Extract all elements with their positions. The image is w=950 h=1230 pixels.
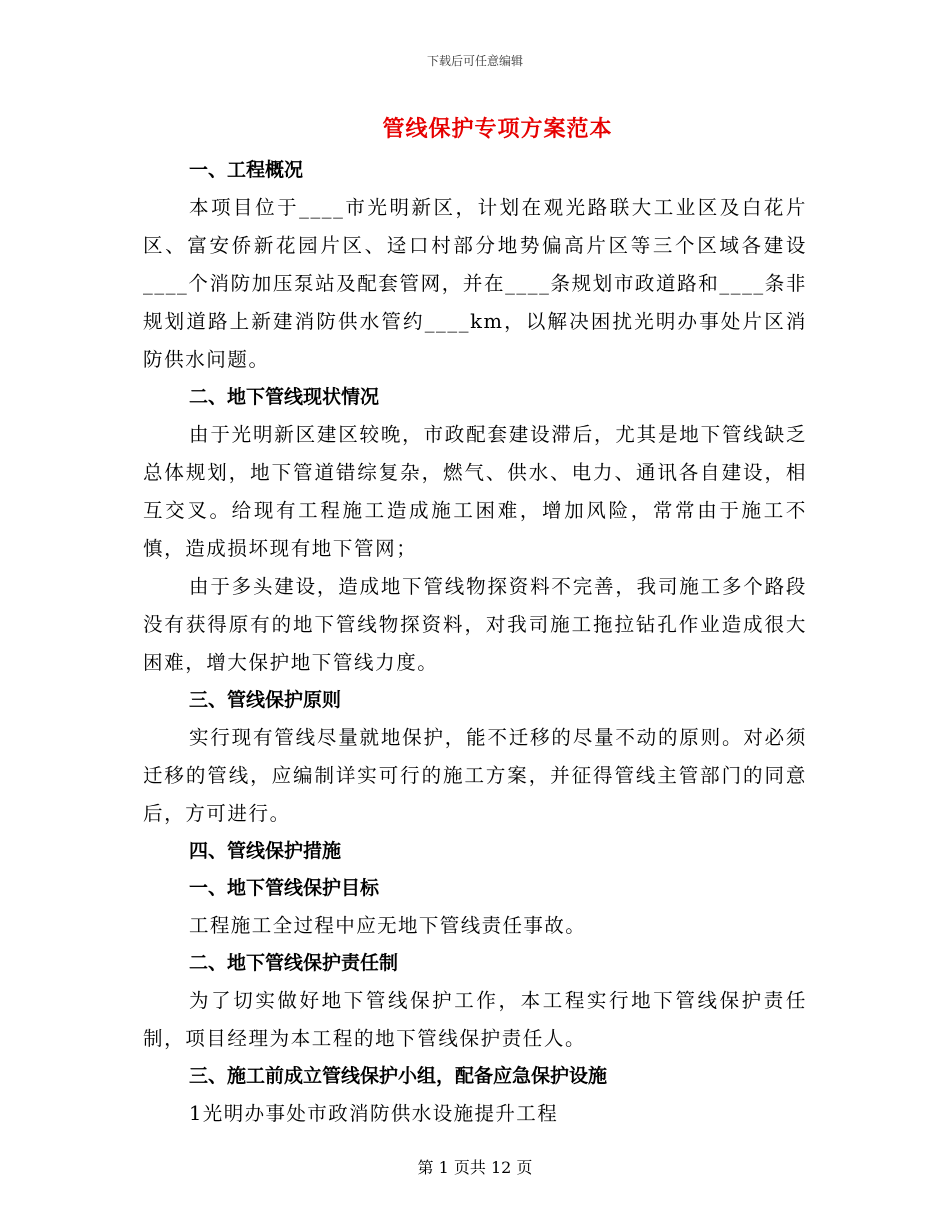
section-heading: 二、地下管线现状情况 <box>189 386 380 408</box>
section-heading: 一、工程概况 <box>189 159 304 181</box>
section-heading: 四、管线保护措施 <box>189 840 342 862</box>
paragraph: 1光明办事处市政消防供水设施提升工程 <box>189 1102 559 1125</box>
document-body <box>143 152 807 1133</box>
subsection-heading: 三、施工前成立管线保护小组，配备应急保护设施 <box>189 1065 608 1087</box>
section-heading: 三、管线保护原则 <box>189 689 342 711</box>
paragraph: 本项目位于____市光明新区，计划在观光路联大工业区及白花片区、富安侨新花园片区、迳口村部分地势偏高片区等三个区域各建设____个消防加压泵站及配套管网，并在____条规划市政道路和____条非规划道路上新建消防供水管约____km，以解决困扰光明办事处片区消防供水问题。 <box>143 196 807 371</box>
paragraph: 为了切实做好地下管线保护工作，本工程实行地下管线保护责任制，项目经理为本工程的地下管线保护责任人。 <box>143 989 807 1050</box>
subsection-heading: 一、地下管线保护目标 <box>189 877 380 899</box>
paragraph: 工程施工全过程中应无地下管线责任事故。 <box>189 914 587 937</box>
paragraph: 由于光明新区建区较晚，市政配套建设滞后，尤其是地下管线缺乏总体规划，地下管道错综复杂，燃气、供水、电力、通讯各自建设，相互交叉。给现有工程施工造成施工困难，增加风险，常常由于施工不慎，造成损坏现有地下管网； <box>143 423 807 560</box>
header-note: 下载后可任意编辑 <box>426 54 523 68</box>
page-footer: 第 1 页共 12 页 <box>417 1158 533 1177</box>
document-title: 管线保护专项方案范本 <box>382 116 613 142</box>
paragraph: 由于多头建设，造成地下管线物探资料不完善，我司施工多个路段没有获得原有的地下管线物探资料，对我司施工拖拉钻孔作业造成很大困难，增大保护地下管线力度。 <box>143 575 807 674</box>
paragraph: 实行现有管线尽量就地保护，能不迁移的尽量不动的原则。对必须迁移的管线，应编制详实可行的施工方案，并征得管线主管部门的同意后，方可进行。 <box>143 726 807 825</box>
subsection-heading: 二、地下管线保护责任制 <box>189 952 399 974</box>
